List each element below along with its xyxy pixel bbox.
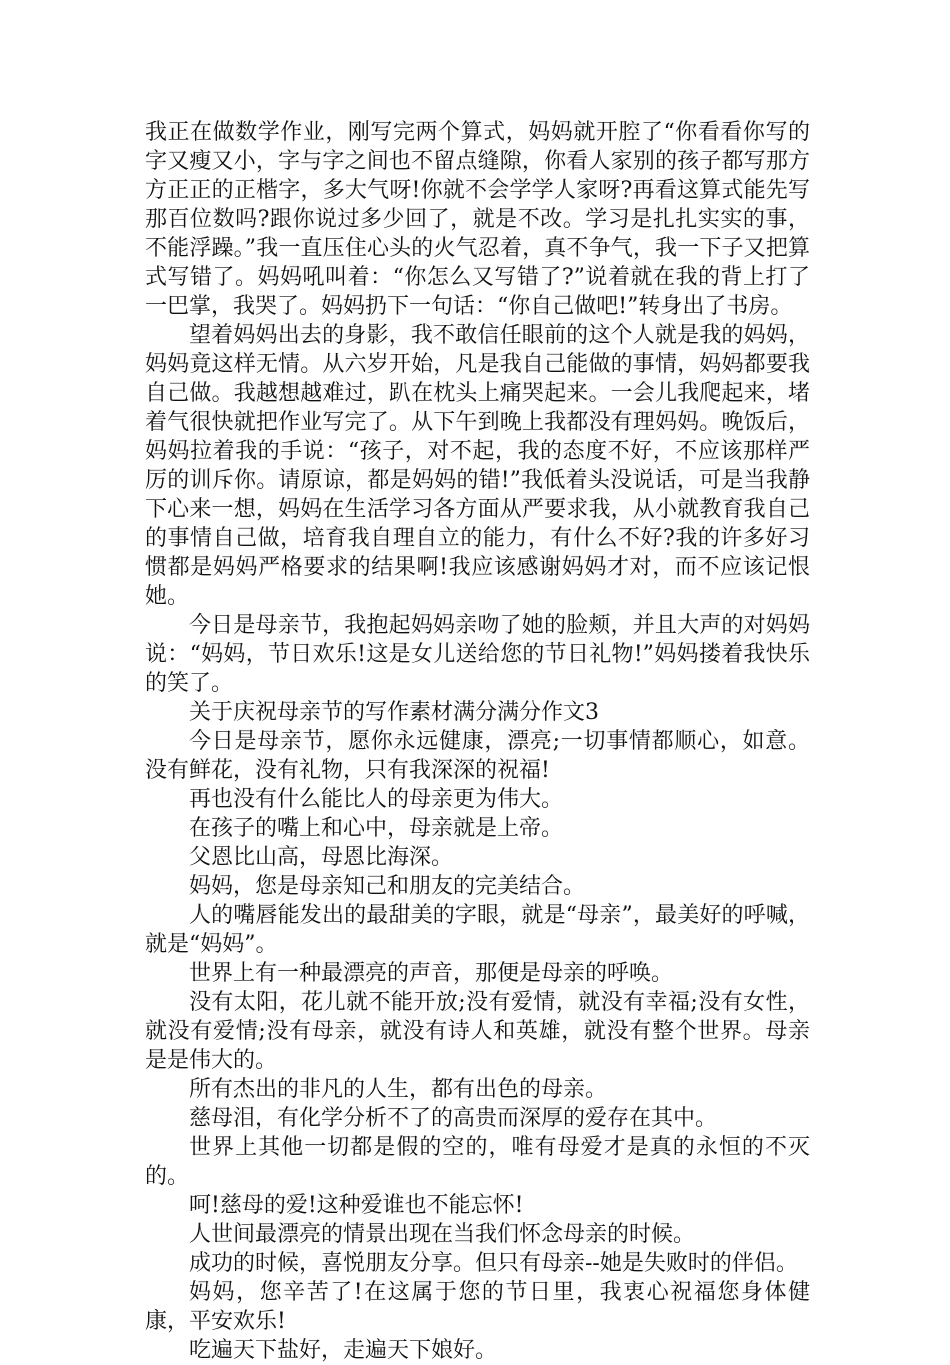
paragraph: 吃遍天下盐好，走遍天下娘好。 bbox=[189, 1338, 498, 1363]
document-page bbox=[145, 118, 810, 1365]
paragraph: 世界上其他一切都是假的空的，唯有母爱才是真的永恒的不灭的。 bbox=[145, 1135, 810, 1189]
paragraph: 再也没有什么能比人的母亲更为伟大。 bbox=[189, 787, 564, 812]
paragraph: 人世间最漂亮的情景出现在当我们怀念母亲的时候。 bbox=[189, 1222, 696, 1247]
paragraph: 我正在做数学作业，刚写完两个算式，妈妈就开腔了“你看看你写的字又瘦又小，字与字之间也不留点缝隙，你看人家别的孩子都写那方方正正的正楷字，多大气呀!你就不会学学人家呀?再看这算式能先写那百位数吗?跟你说过多少回了，就是不改。学习是扎扎实实的事，不能浮躁。”我一直压住心头的火气忍着，真不争气，我一下子又把算式写错了。妈妈吼叫着：“你怎么又写错了?”说着就在我的背上打了一巴掌，我哭了。妈妈扔下一句话：“你自己做吧!”转身出了书房。 bbox=[145, 120, 810, 319]
paragraph: 呵!慈母的爱!这种爱谁也不能忘怀! bbox=[189, 1193, 524, 1218]
paragraph: 在孩子的嘴上和心中，母亲就是上帝。 bbox=[189, 816, 564, 841]
paragraph: 今日是母亲节，我抱起妈妈亲吻了她的脸颊，并且大声的对妈妈说：“妈妈，节日欢乐!这是女儿送给您的节日礼物!”妈妈搂着我快乐的笑了。 bbox=[145, 613, 810, 696]
paragraph: 今日是母亲节，愿你永远健康，漂亮;一切事情都顺心，如意。没有鲜花，没有礼物，只有我深深的祝福! bbox=[145, 729, 810, 783]
paragraph: 所有杰出的非凡的人生，都有出色的母亲。 bbox=[189, 1077, 608, 1102]
paragraph: 望着妈妈出去的身影，我不敢信任眼前的这个人就是我的妈妈，妈妈竟这样无情。从六岁开始，凡是我自己能做的事情，妈妈都要我自己做。我越想越难过，趴在枕头上痛哭起来。一会儿我爬起来，堵着气很快就把作业写完了。从下午到晚上我都没有理妈妈。晚饭后，妈妈拉着我的手说：“孩子，对不起，我的态度不好，不应该那样严厉的训斥你。请原谅，都是妈妈的错!”我低着头没说话，可是当我静下心来一想，妈妈在生活学习各方面从严要求我，从小就教育我自己的事情自己做，培育我自理自立的能力，有什么不好?我的许多好习惯都是妈妈严格要求的结果啊!我应该感谢妈妈才对，而不应该记恨她。 bbox=[145, 323, 810, 609]
paragraph: 慈母泪，有化学分析不了的高贵而深厚的爱存在其中。 bbox=[189, 1106, 718, 1131]
paragraph: 父恩比山高，母恩比海深。 bbox=[189, 845, 454, 870]
paragraph: 妈妈，您辛苦了!在这属于您的节日里，我衷心祝福您身体健康，平安欢乐! bbox=[145, 1280, 810, 1334]
paragraph: 人的嘴唇能发出的最甜美的字眼，就是“母亲”，最美好的呼喊，就是“妈妈”。 bbox=[145, 903, 810, 957]
paragraph: 没有太阳，花儿就不能开放;没有爱情，就没有幸福;没有女性，就没有爱情;没有母亲，就没有诗人和英雄，就没有整个世界。母亲是是伟大的。 bbox=[145, 990, 810, 1073]
paragraph: 世界上有一种最漂亮的声音，那便是母亲的呼唤。 bbox=[189, 961, 674, 986]
paragraph: 妈妈，您是母亲知己和朋友的完美结合。 bbox=[189, 874, 586, 899]
paragraph: 成功的时候，喜悦朋友分享。但只有母亲--她是失败时的伴侣。 bbox=[189, 1251, 798, 1276]
section-heading: 关于庆祝母亲节的写作素材满分满分作文3 bbox=[189, 700, 599, 725]
